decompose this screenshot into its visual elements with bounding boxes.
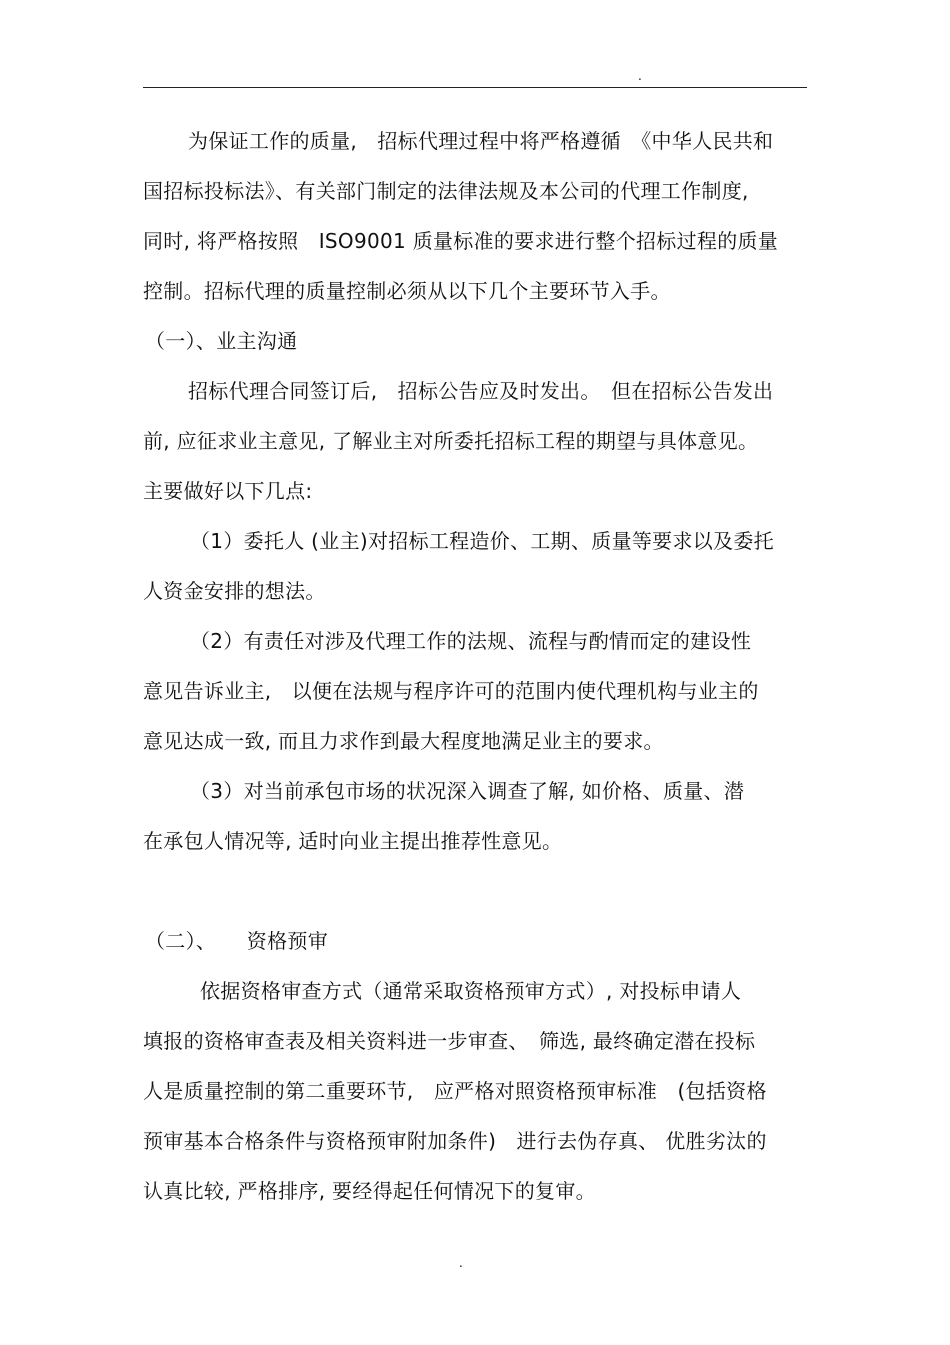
footer-marker: . [459,1256,463,1270]
list-item-1-line: 人资金安排的想法。 [143,579,326,603]
section2-body-line: 认真比较, 严格排序, 要经得起任何情况下的复审。 [143,1179,596,1203]
section2-body-line: 预审基本合格条件与资格预审附加条件) 进行去伪存真、 优胜劣汰的 [143,1129,767,1153]
section2-body-line: 依据资格审查方式（通常采取资格预审方式）, 对投标申请人 [200,979,742,1003]
list-item-3-line: （3）对当前承包市场的状况深入调查了解, 如价格、质量、潜 [190,779,745,803]
section2-body-line: 填报的资格审查表及相关资料进一步审查、 筛选, 最终确定潜在投标 [143,1029,756,1053]
list-item-1-line: （1）委托人 (业主)对招标工程造价、工期、质量等要求以及委托 [190,529,774,553]
header-rule [143,87,807,88]
section1-body-line: 招标代理合同签订后, 招标公告应及时发出。 但在招标公告发出 [188,379,774,403]
header-marker: . [638,69,642,83]
intro-line: 同时, 将严格按照 ISO9001 质量标准的要求进行整个招标过程的质量 [143,229,779,253]
section-heading-owner-communication: （一）、业主沟通 [145,329,298,353]
section1-body-line: 主要做好以下几点: [143,479,313,503]
list-item-2-line: （2）有责任对涉及代理工作的法规、流程与酌情而定的建设性 [190,629,752,653]
list-item-2-line: 意见达成一致, 而且力求作到最大程度地满足业主的要求。 [143,729,664,753]
section2-body-line: 人是质量控制的第二重要环节, 应严格对照资格预审标准 (包括资格 [143,1079,767,1103]
list-item-3-line: 在承包人情况等, 适时向业主提出推荐性意见。 [143,829,563,853]
section1-body-line: 前, 应征求业主意见, 了解业主对所委托招标工程的期望与具体意见。 [143,429,759,453]
section-heading-prequalification: （二）、 资格预审 [145,929,328,953]
intro-line: 控制。招标代理的质量控制必须从以下几个主要环节入手。 [143,279,671,303]
list-item-2-line: 意见告诉业主, 以便在法规与程序许可的范围内使代理机构与业主的 [143,679,759,703]
intro-line: 为保证工作的质量, 招标代理过程中将严格遵循 《中华人民共和 [188,129,774,153]
intro-line: 国招标投标法》、有关部门制定的法律法规及本公司的代理工作制度, [143,179,749,203]
